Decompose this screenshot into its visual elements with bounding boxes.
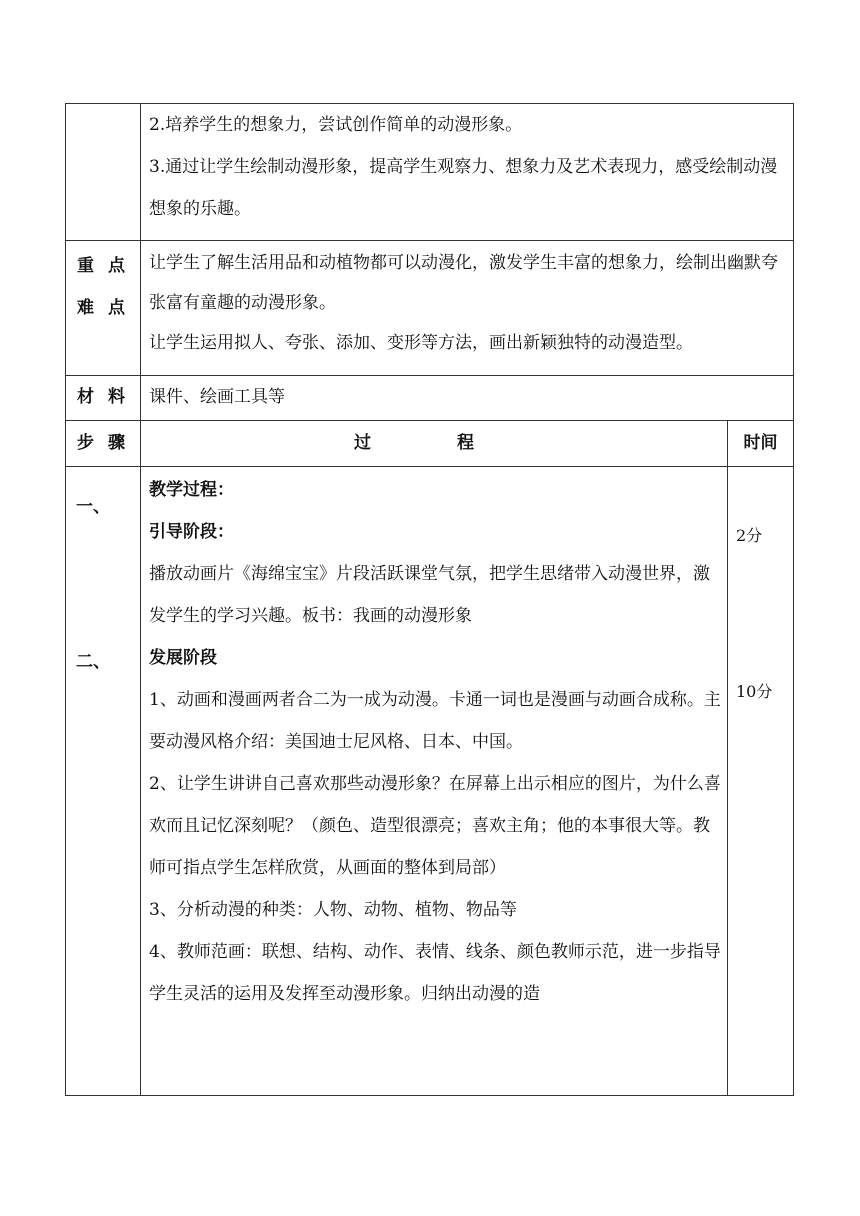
key-points-row — [66, 241, 794, 376]
materials-label: 材 料 — [77, 387, 129, 407]
process-item-1: 1、动画和漫画两者合二为一成为动漫。卡通一词也是漫画与动画合成称。主要动漫风格介绍：美国迪士尼风格、日本、中国。 — [149, 690, 721, 752]
process-item-2: 2、让学生讲讲自己喜欢那些动漫形象？在屏幕上出示相应的图片，为什么喜欢而且记忆深刻呢？（颜色、造型很漂亮；喜欢主角；他的本事很大等。教师可指点学生怎样欣赏，从画面的整体到局部） — [149, 774, 721, 878]
time-header-cell — [728, 421, 794, 467]
process-header-cell — [141, 421, 728, 467]
process-item-3: 3、分析动漫的种类：人物、动物、植物、物品等 — [149, 900, 517, 920]
process-content-cell — [141, 467, 728, 1096]
goals-label-cell — [66, 104, 141, 241]
goal-line-3: 3.通过让学生绘制动漫形象，提高学生观察力、想象力及艺术表现力，感受绘制动漫想象的乐趣。 — [149, 157, 778, 219]
key-points-content-cell — [141, 241, 794, 376]
time-cell — [728, 467, 794, 1096]
key-point-line-1: 让学生了解生活用品和动植物都可以动漫化，激发学生丰富的想象力，绘制出幽默夸张富有童趣的动漫形象。 — [149, 253, 778, 313]
materials-row — [66, 376, 794, 421]
step-number-2: 二、 — [76, 652, 110, 672]
process-header: 过 程 — [354, 433, 514, 453]
steps-header-row — [66, 421, 794, 467]
lesson-plan-table — [65, 103, 794, 1096]
goals-row — [66, 104, 794, 241]
goals-content-cell — [141, 104, 794, 241]
stage2-title: 发展阶段 — [149, 648, 217, 668]
stage1-text: 播放动画片《海绵宝宝》片段活跃课堂气氛，把学生思绪带入动漫世界，激发学生的学习兴趣。板书：我画的动漫形象 — [149, 564, 710, 626]
process-item-4: 4、教师范画：联想、结构、动作、表情、线条、颜色教师示范，进一步指导学生灵活的运用及发挥至动漫形象。归纳出动漫的造 — [149, 942, 721, 1004]
materials-text: 课件、绘画工具等 — [149, 387, 285, 407]
materials-content-cell — [141, 376, 794, 421]
step-number-1: 一、 — [76, 497, 110, 517]
key-points-label-cell — [66, 241, 141, 376]
goal-line-2: 2.培养学生的想象力，尝试创作简单的动漫形象。 — [149, 115, 523, 135]
time-value-2: 10分 — [736, 682, 773, 701]
stage1-title: 引导阶段： — [149, 522, 234, 542]
steps-header: 步 骤 — [77, 433, 129, 453]
steps-header-cell — [66, 421, 141, 467]
time-value-1: 2分 — [736, 526, 763, 545]
key-point-line-2: 让学生运用拟人、夸张、添加、变形等方法，画出新颖独特的动漫造型。 — [149, 333, 693, 353]
process-title: 教学过程： — [149, 480, 234, 500]
materials-label-cell — [66, 376, 141, 421]
step-number-cell — [66, 467, 141, 1096]
process-row — [66, 467, 794, 1096]
key-points-label-line2: 难 点 — [77, 298, 129, 318]
time-header: 时间 — [743, 433, 778, 453]
key-points-label-line1: 重 点 — [77, 256, 129, 276]
